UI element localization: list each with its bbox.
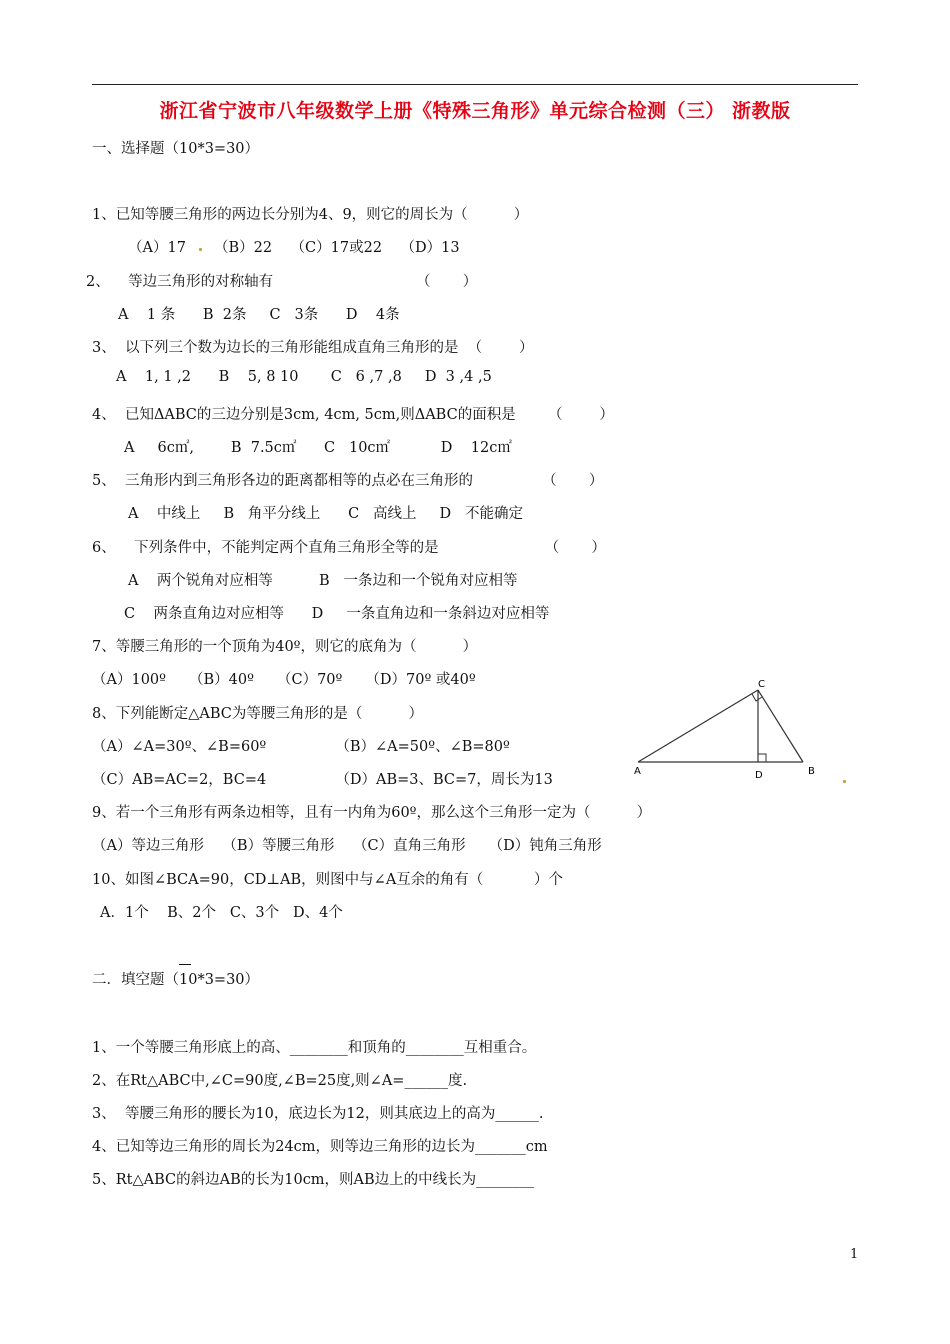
label-b: B (808, 766, 815, 777)
question-3: 3、 以下列三个数为边长的三角形能组成直角三角形的是 （ ） (92, 340, 534, 356)
question-6: 6、 下列条件中，不能判定两个直角三角形全等的是 （ ） (92, 540, 606, 556)
header-rule (92, 84, 858, 85)
question-5-options: A 中线上 B 角平分线上 C 高线上 D 不能确定 (128, 506, 524, 522)
fill-blank-1: 1、一个等腰三角形底上的高、________和顶角的________互相重合。 (92, 1040, 537, 1056)
fill-blank-5: 5、Rt△ABC的斜边AB的长为10cm，则AB边上的中线长为________ (92, 1172, 535, 1188)
page-title: 浙江省宁波市八年级数学上册《特殊三角形》单元综合检测（三） 浙教版 (159, 100, 791, 122)
segment-cb (758, 690, 803, 762)
question-5: 5、 三角形内到三角形各边的距离都相等的点必在三角形的 （ ） (92, 473, 604, 489)
question-8-options-ab: （A）∠A=30º、∠B=60º （B）∠A=50º、∠B=80º (92, 739, 510, 755)
question-1: 1、已知等腰三角形的两边长分别为4、9，则它的周长为（ ） (92, 207, 529, 223)
segment-ac (638, 690, 758, 762)
question-7: 7、等腰三角形的一个顶角为40º，则它的底角为（ ） (92, 639, 478, 655)
page-number: 1 (850, 1247, 859, 1262)
stray-dot (199, 248, 202, 251)
question-4-options: A 6c㎡, B 7.5c㎡ C 10c㎡ D 12c㎡ (124, 440, 512, 456)
question-7-options: （A）100º （B）40º （C）70º （D）70º 或40º (92, 672, 476, 688)
question-1-options-rest: （B）22 （C）17或22 （D）13 (214, 240, 460, 256)
question-1-option-a: （A）17 (128, 240, 196, 256)
triangle-figure (628, 670, 832, 790)
label-a: A (634, 766, 641, 777)
question-6-options-cd: C 两条直角边对应相等 D 一条直角边和一条斜边对应相等 (124, 606, 550, 622)
fill-blank-4: 4、已知等边三角形的周长为24cm，则等边三角形的边长为_______cm (92, 1139, 548, 1155)
question-8: 8、下列能断定△ABC为等腰三角形的是（ ） (92, 706, 423, 722)
question-2-options: A 1 条 B 2条 C 3条 D 4条 (118, 307, 400, 323)
section1-heading: 一、选择题（10*3=30） (92, 141, 260, 157)
question-6-options-ab: A 两个锐角对应相等 B 一条边和一个锐角对应相等 (128, 573, 518, 589)
question-9: 9、若一个三角形有两条边相等，且有一内角为60º，那么这个三角形一定为（ ） (92, 805, 652, 821)
stray-dot (843, 780, 846, 783)
question-9-options: （A）等边三角形 （B）等腰三角形 （C）直角三角形 （D）钝角三角形 (92, 838, 602, 854)
label-d: D (755, 770, 763, 781)
question-8-options-cd: （C）AB=AC=2，BC=4 （D）AB=3、BC=7，周长为13 (92, 772, 553, 788)
question-2: 2、 等边三角形的对称轴有 （ ） (86, 274, 478, 290)
question-10-options: A．1个 B、2个 C、3个 D、4个 (100, 905, 343, 921)
label-c: C (758, 679, 765, 690)
section2-heading: 二．填空题（10*3=30） (92, 972, 260, 988)
question-4: 4、 已知ΔABC的三边分别是3cm, 4cm, 5cm,则ΔABC的面积是 （ ） (92, 407, 614, 423)
fill-blank-2: 2、在Rt△ABC中,∠C=90度,∠B=25度,则∠A=______度. (92, 1073, 468, 1089)
question-3-options: A 1, 1 ,2 B 5, 8 10 C 6 ,7 ,8 D 3 ,4 ,5 (116, 369, 492, 385)
fill-blank-3: 3、 等腰三角形的腰长为10，底边长为12，则其底边上的高为______. (92, 1106, 544, 1122)
right-angle-mark-d (758, 754, 766, 762)
section2-overline (179, 964, 191, 965)
question-10: 10、如图∠BCA=90，CD⊥AB，则图中与∠A互余的角有（ ）个 (92, 872, 563, 888)
